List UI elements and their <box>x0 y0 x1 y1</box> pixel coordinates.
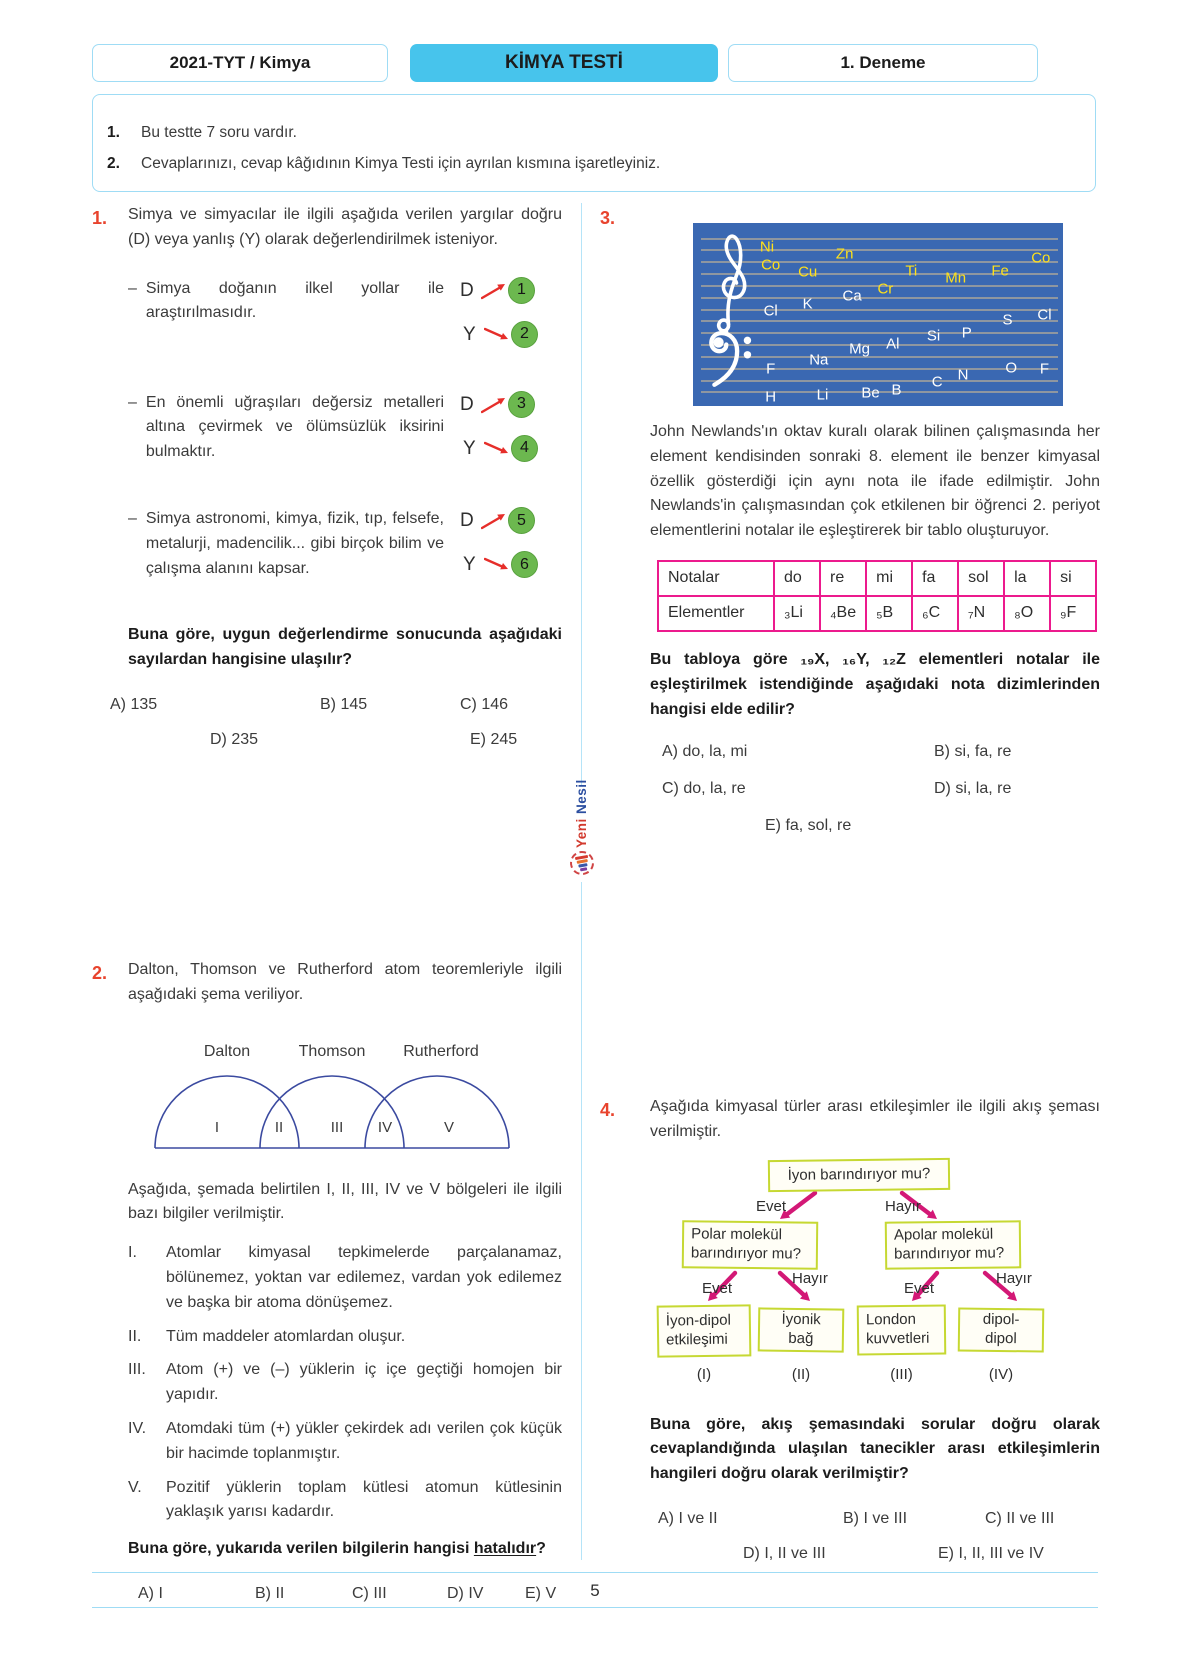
table-cell: ₇N <box>958 596 1004 631</box>
element-symbol: Mg <box>849 340 870 358</box>
element-symbol: C <box>931 373 943 391</box>
item-text: Pozitif yüklerin toplam kütlesi atomun kütlesinin yaklaşık yarısı kadardır. <box>166 1478 562 1521</box>
brand-word-1: Yeni <box>573 818 589 848</box>
bass-clef-icon <box>709 329 757 393</box>
header-box-test-title <box>410 44 718 82</box>
footer-line <box>92 1572 1098 1573</box>
staff-line <box>701 249 1058 251</box>
question-stem: Buna göre, uygun değerlendirme sonucunda aşağıdaki sayılardan hangisine ulaşılır? <box>128 626 562 669</box>
table-cell: re <box>820 561 866 596</box>
d-label: D <box>460 510 474 532</box>
option: B) 145 <box>320 695 368 713</box>
option: E) I, II, III ve IV <box>938 1544 1044 1562</box>
header-box-deneme <box>728 44 1038 82</box>
table-cell: Elementler <box>658 596 774 631</box>
question-paragraph: John Newlands'ın oktav kuralı olarak bilinen çalışmasında her element kendisinden sonraki 8. element ile benzer kimyasal özellik gösterdiği için aynı nota ile ifade edilmiştir. John Newlands'in çalışmasından çok etkilenen bir öğrenci 2. periyot elementlerini notalar ile eşleştirerek bir tablo oluşturuyor. <box>650 423 1100 540</box>
element-symbol: Fe <box>991 261 1009 279</box>
deneme-label: 1. Deneme <box>840 52 926 72</box>
leaf-numeral: (III) <box>890 1365 913 1383</box>
question-stem: Bu tabloya göre ₁₉X, ₁₆Y, ₁₂Z elementleri notalar ile eşleştirilmek istendiğinde aşağıdaki nota dizimlerinden hangisi elde edilir? <box>650 650 1100 718</box>
dy-pair <box>460 507 562 535</box>
element-symbol: Ti <box>905 261 918 279</box>
statement-text: Simya astronomi, kimya, fizik, tıp, felsefe, metalurji, madencilik... gibi birçok bilim ve çalışma alanını kapsar. <box>145 509 444 577</box>
arrow-up-icon <box>481 281 507 301</box>
table-cell: sol <box>958 561 1004 596</box>
dy-pair <box>463 551 562 579</box>
instruction-number: 2. <box>107 155 120 173</box>
flow-label-evet: Evet <box>756 1197 787 1215</box>
element-symbol: Cl <box>763 302 778 320</box>
flowchart <box>640 1155 1060 1397</box>
flow-label-evet: Evet <box>904 1279 935 1297</box>
stem-pre: Buna göre, yukarıda verilen bilgilerin hangisi <box>128 1540 474 1558</box>
flow-label-hayir: Hayır <box>792 1269 828 1287</box>
header-box-exam <box>92 44 388 82</box>
dy-pair <box>463 435 562 463</box>
table-cell: la <box>1004 561 1050 596</box>
table-cell: Notalar <box>658 561 774 596</box>
element-symbol: P <box>961 324 972 342</box>
option: E) fa, sol, re <box>765 816 852 834</box>
table-row <box>658 596 1096 631</box>
question-intro: Simya ve simyacılar ile ilgili aşağıda verilen yargılar doğru (D) veya yanlış (Y) olarak değerlendirilmek isteniyor. <box>128 206 562 248</box>
brand-logo <box>561 779 603 882</box>
venn-label: Dalton <box>203 1042 251 1060</box>
element-symbol: O <box>1005 358 1018 376</box>
footer-line <box>92 1607 1098 1608</box>
element-symbol: F <box>766 360 776 378</box>
item-numeral: IV. <box>128 1419 147 1437</box>
item-text: Atomlar kimyasal tepkimelerde parçalanamaz, bölünemez, yoktan var edilemez, vardan yok edilemez ve başka bir atoma dönüşemez. <box>166 1244 562 1311</box>
element-symbol: Cr <box>877 280 894 298</box>
option: C) III <box>352 1584 387 1602</box>
y-label: Y <box>463 437 476 459</box>
dash: – <box>128 393 137 411</box>
question-intro: Dalton, Thomson ve Rutherford atom teoremleriyle ilgili aşağıdaki şema veriliyor. <box>128 961 562 1003</box>
item-numeral: V. <box>128 1478 142 1496</box>
question-4 <box>600 1095 1100 1567</box>
table-cell: ₈O <box>1004 596 1050 631</box>
venn-diagram <box>152 1022 518 1162</box>
table-cell: ₄Be <box>820 596 866 631</box>
instruction-item <box>107 121 1095 145</box>
table-cell: ₃Li <box>774 596 820 631</box>
option: B) si, fa, re <box>934 743 1012 761</box>
option: C) II ve III <box>985 1509 1055 1527</box>
element-symbol: Ca <box>842 287 862 305</box>
element-symbol: Ni <box>759 238 775 256</box>
question-stem <box>92 1537 562 1562</box>
statement <box>128 277 562 349</box>
table-cell: fa <box>912 561 958 596</box>
option: B) I ve III <box>843 1509 908 1527</box>
flow-box-apolar: Apolar molekül barındırıyor mu? <box>885 1220 1021 1269</box>
arrow-down-icon <box>484 325 510 345</box>
flow-box-root: İyon barındırıyor mu? <box>768 1157 950 1191</box>
item-text: Tüm maddeler atomlardan oluşur. <box>166 1327 406 1345</box>
list-item <box>128 1325 562 1350</box>
instruction-text: Cevaplarınızı, cevap kâğıdının Kimya Testi için ayrılan kısmına işaretleyiniz. <box>141 155 661 173</box>
option: D) si, la, re <box>934 780 1012 798</box>
question-number: 3. <box>600 208 616 228</box>
treble-clef-icon <box>707 227 751 339</box>
instruction-number: 1. <box>107 124 120 141</box>
option: D) IV <box>447 1584 484 1602</box>
exam-title: 2021-TYT / Kimya <box>169 52 311 72</box>
info-items <box>92 1241 562 1525</box>
options-row <box>600 740 1100 765</box>
element-symbol: F <box>1039 360 1050 378</box>
question-3 <box>600 203 1100 839</box>
table-cell: mi <box>866 561 912 596</box>
statement-text: Simya doğanın ilkel yollar ile araştırılmasıdır. <box>145 279 444 322</box>
option: D) I, II ve III <box>743 1544 826 1562</box>
statement-text: En önemli uğraşıları değersiz metalleri altına çevirmek ve ölümsüzlük iksirini bulmaktır. <box>145 393 444 461</box>
table-cell: do <box>774 561 820 596</box>
dash: – <box>128 279 137 297</box>
flow-label-hayir: Hayır <box>996 1269 1032 1287</box>
table-row <box>658 561 1096 596</box>
dy-pair <box>460 391 562 419</box>
statement <box>128 507 562 581</box>
option: C) 146 <box>460 695 509 713</box>
notes-table <box>657 560 1097 632</box>
y-label: Y <box>463 554 476 576</box>
element-symbol: S <box>1002 311 1013 329</box>
item-numeral: II. <box>128 1327 142 1345</box>
element-symbol: Mn <box>945 269 967 287</box>
staff-figure <box>693 223 1063 406</box>
flow-box-leaf: İyonik bağ <box>758 1307 845 1352</box>
flow-box-leaf: İyon-dipol etkileşimi <box>657 1304 752 1357</box>
table-cell: ₉F <box>1050 596 1096 631</box>
answer-circle: 3 <box>508 391 535 418</box>
element-symbol: K <box>802 294 813 312</box>
d-label: D <box>460 279 474 301</box>
options-row <box>92 693 562 718</box>
arrow-down-icon <box>484 555 510 575</box>
item-text: Atom (+) ve (–) yüklerin iç içe geçtiği homojen bir yapıdır. <box>166 1361 562 1404</box>
element-symbol: Li <box>816 386 829 404</box>
element-symbol: B <box>891 380 902 398</box>
answer-circle: 2 <box>511 321 538 348</box>
option: A) I ve II <box>658 1509 718 1527</box>
table-cell: ₅B <box>866 596 912 631</box>
venn-region-label: III <box>330 1118 344 1136</box>
question-1 <box>92 203 562 753</box>
element-symbol: Co <box>1031 249 1051 267</box>
element-symbol: Cu <box>798 263 818 281</box>
item-text: Atomdaki tüm (+) yükler çekirdek adı verilen çok küçük bir hacimde toplanmıştır. <box>166 1419 562 1462</box>
venn-region-label: IV <box>377 1118 393 1136</box>
answer-circle: 4 <box>511 435 538 462</box>
venn-region-label: I <box>214 1118 220 1136</box>
options-row <box>600 777 1100 802</box>
answer-circle: 6 <box>511 551 538 578</box>
arrow-up-icon <box>481 395 507 415</box>
element-symbol: Na <box>809 351 829 369</box>
brand-word-2: Nesil <box>573 779 589 814</box>
dash: – <box>128 509 137 527</box>
leaf-numeral: (I) <box>696 1365 712 1383</box>
options-row <box>600 1507 1100 1532</box>
statements <box>92 277 562 582</box>
instruction-text: Bu testte 7 soru vardır. <box>141 124 297 141</box>
venn-region-label: V <box>443 1118 455 1136</box>
question-note: Aşağıda, şemada belirtilen I, II, III, IV ve V bölgeleri ile ilgili bazı bilgiler verilmiştir. <box>128 1180 562 1223</box>
instruction-item <box>107 152 1095 176</box>
venn-label: Thomson <box>298 1042 366 1060</box>
option: B) II <box>255 1584 285 1602</box>
leaf-numeral: (II) <box>791 1365 811 1383</box>
y-label: Y <box>463 323 476 345</box>
options-row <box>600 1542 1100 1567</box>
item-numeral: I. <box>128 1244 137 1262</box>
stem-post: ? <box>536 1540 546 1558</box>
d-label: D <box>460 393 474 415</box>
instructions-box <box>92 94 1096 192</box>
staff-line <box>701 238 1058 240</box>
list-item <box>128 1358 562 1408</box>
option: A) I <box>138 1584 163 1602</box>
option: C) do, la, re <box>662 780 746 798</box>
list-item <box>128 1417 562 1467</box>
table-cell: ₆C <box>912 596 958 631</box>
dy-pair <box>463 321 562 349</box>
option: D) 235 <box>210 730 259 748</box>
venn-region-label: II <box>274 1118 284 1136</box>
venn-label: Rutherford <box>403 1042 479 1060</box>
element-symbol: Zn <box>835 245 854 263</box>
list-item <box>128 1241 562 1315</box>
element-symbol: Co <box>761 256 781 274</box>
statement <box>128 391 562 465</box>
option: A) do, la, mi <box>662 743 748 761</box>
answer-circle: 5 <box>508 507 535 534</box>
flow-box-leaf: dipol-dipol <box>958 1307 1045 1352</box>
test-title: KİMYA TESTİ <box>505 52 623 74</box>
question-stem: Buna göre, akış şemasındaki sorular doğru olarak cevaplandığında ulaşılan tanecikler arası etkileşimlerin hangileri doğru olarak verilmiştir? <box>650 1415 1100 1483</box>
page-number: 5 <box>590 1581 600 1600</box>
element-symbol: N <box>957 366 969 384</box>
question-number: 1. <box>92 208 108 228</box>
question-intro: Aşağıda kimyasal türler arası etkileşimler ile ilgili akış şeması verilmiştir. <box>650 1098 1100 1140</box>
element-symbol: Si <box>926 327 941 345</box>
option: E) V <box>525 1584 557 1602</box>
element-symbol: Al <box>886 335 900 353</box>
flow-box-leaf: London kuvvetleri <box>857 1304 947 1355</box>
flow-label-evet: Evet <box>702 1279 733 1297</box>
flow-label-hayir: Hayır <box>885 1197 921 1215</box>
table-cell: si <box>1050 561 1096 596</box>
question-number: 4. <box>600 1100 616 1120</box>
arrow-up-icon <box>481 511 507 531</box>
item-numeral: III. <box>128 1361 146 1379</box>
dy-pair <box>460 277 562 305</box>
option: A) 135 <box>110 695 158 713</box>
flow-box-polar: Polar molekül barındırıyor mu? <box>682 1220 818 1269</box>
answer-circle: 1 <box>508 277 535 304</box>
question-number: 2. <box>92 963 108 983</box>
stem-underlined: hatalıdır <box>473 1540 537 1558</box>
arrow-down-icon <box>484 439 510 459</box>
element-symbol: H <box>765 388 777 406</box>
question-2 <box>92 958 562 1607</box>
leaf-numeral: (IV) <box>988 1365 1014 1383</box>
element-symbol: Be <box>861 384 880 402</box>
brand-name <box>572 779 593 848</box>
option: E) 245 <box>470 730 518 748</box>
options-row <box>92 728 562 753</box>
element-symbol: Cl <box>1037 305 1052 323</box>
list-item <box>128 1476 562 1526</box>
options-row <box>600 814 1100 839</box>
brand-emblem-icon <box>568 849 596 877</box>
